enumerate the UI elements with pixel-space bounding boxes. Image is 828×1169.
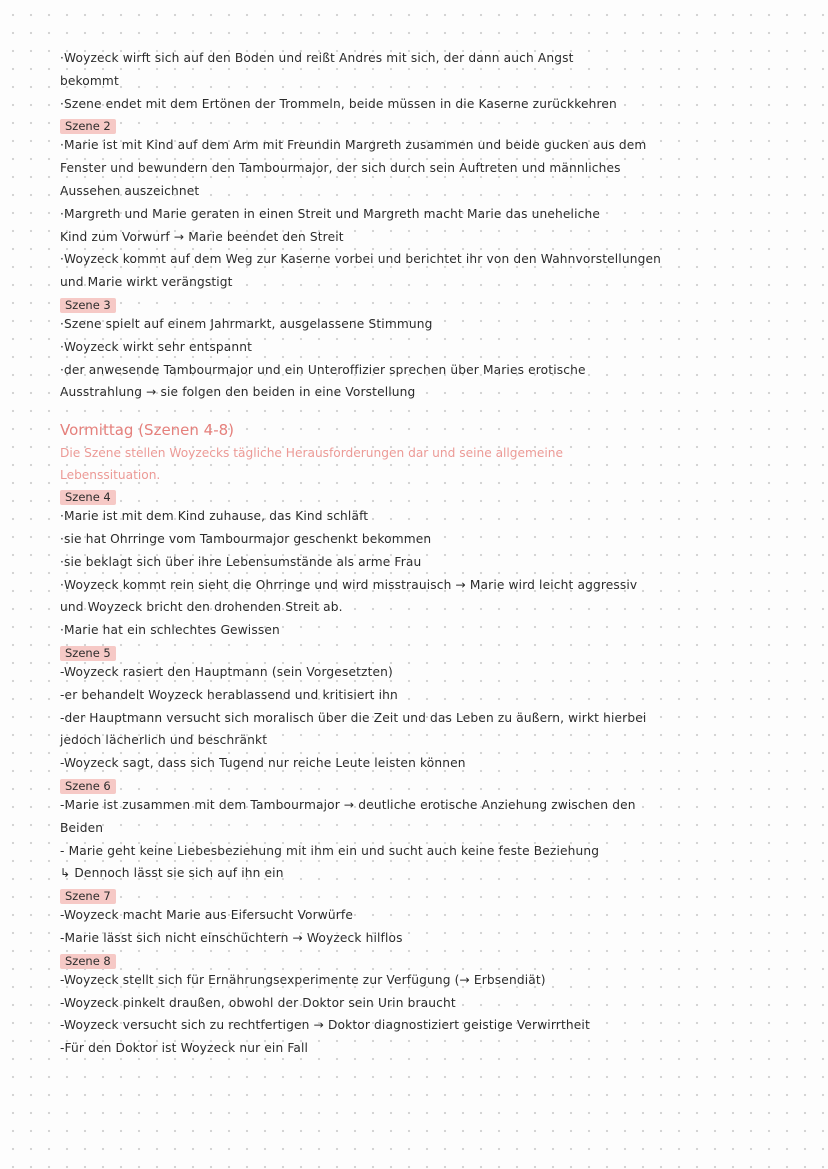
- note-line: -Für den Doktor ist Woyzeck nur ein Fall: [60, 1041, 309, 1056]
- note-line: -Woyzeck macht Marie aus Eifersucht Vorwürfe: [60, 908, 354, 923]
- note-line: ·Margreth und Marie geraten in einen Streit und Margreth macht Marie das uneheliche: [60, 206, 600, 221]
- note-line: ·Woyzeck wirft sich auf den Boden und reißt Andres mit sich, der dann auch Angst: [60, 51, 574, 65]
- note-line: bekommt: [60, 73, 119, 88]
- scene-7-label: Szene 7: [60, 889, 116, 904]
- scene-6-label: Szene 6: [60, 779, 116, 794]
- note-line: ·sie hat Ohrringe vom Tambourmajor geschenkt bekommen: [60, 531, 432, 546]
- note-line: Fenster und bewundern den Tambourmajor, der sich durch sein Auftreten und männliches: [60, 161, 621, 176]
- note-line: und Marie wirkt verängstigt: [60, 275, 233, 290]
- note-line: ·Woyzeck kommt auf dem Weg zur Kaserne vorbei und berichtet ihr von den Wahnvorstellungen: [60, 252, 661, 267]
- scene-8-label: Szene 8: [60, 954, 116, 969]
- note-line: ↳ Dennoch lässt sie sich auf ihn ein: [60, 866, 284, 881]
- note-line: -er behandelt Woyzeck herablassend und kritisiert ihn: [60, 687, 398, 702]
- note-line: -Woyzeck stellt sich für Ernährungsexperimente zur Verfügung (→ Erbsendiät): [60, 972, 546, 987]
- note-line: Kind zum Vorwurf → Marie beendet den Streit: [60, 229, 344, 244]
- note-line: Beiden: [60, 820, 104, 835]
- note-line: - Marie geht keine Liebesbeziehung mit ihm ein und sucht auch keine feste Beziehung: [60, 843, 600, 858]
- note-line: -Woyzeck versucht sich zu rechtfertigen → Doktor diagnostiziert geistige Verwirrtheit: [60, 1018, 590, 1033]
- notes-content: [60, 47, 808, 1060]
- note-line: Ausstrahlung → sie folgen den beiden in eine Vorstellung: [60, 385, 416, 400]
- note-line: ·Woyzeck wirkt sehr entspannt: [60, 339, 253, 354]
- note-line: ·Szene endet mit dem Ertönen der Trommeln, beide müssen in die Kaserne zurückkehren: [60, 96, 617, 111]
- note-line: -Woyzeck sagt, dass sich Tugend nur reiche Leute leisten können: [60, 756, 466, 771]
- note-line: Aussehen auszeichnet: [60, 183, 200, 198]
- section-description: Die Szene stellen Woyzecks tägliche Herausforderungen dar und seine allgemeine: [60, 446, 564, 461]
- note-line: jedoch lächerlich und beschränkt: [60, 733, 268, 748]
- scene-2-label: Szene 2: [60, 119, 116, 134]
- note-line: ·Szene spielt auf einem Jahrmarkt, ausgelassene Stimmung: [60, 316, 433, 331]
- scene-4-label: Szene 4: [60, 490, 116, 505]
- note-line: ·sie beklagt sich über ihre Lebensumstände als arme Frau: [60, 554, 422, 569]
- note-line: ·der anwesende Tambourmajor und ein Unteroffizier sprechen über Maries erotische: [60, 362, 586, 377]
- note-line: -Marie ist zusammen mit dem Tambourmajor → deutliche erotische Anziehung zwischen den: [60, 797, 636, 812]
- note-line: ·Woyzeck kommt rein sieht die Ohrringe und wird misstrauisch → Marie wird leicht aggressiv: [60, 577, 638, 592]
- note-line: -Marie lässt sich nicht einschüchtern → Woyzeck hilflos: [60, 930, 403, 945]
- note-line: -der Hauptmann versucht sich moralisch über die Zeit und das Leben zu äußern, wirkt hierbei: [60, 710, 647, 725]
- note-line: und Woyzeck bricht den drohenden Streit ab.: [60, 600, 343, 615]
- scene-3-label: Szene 3: [60, 298, 116, 313]
- note-line: -Woyzeck rasiert den Hauptmann (sein Vorgesetzten): [60, 664, 393, 679]
- note-line: -Woyzeck pinkelt draußen, obwohl der Doktor sein Urin braucht: [60, 995, 456, 1010]
- note-line: ·Marie ist mit Kind auf dem Arm mit Freundin Margreth zusammen und beide gucken aus dem: [60, 138, 647, 153]
- note-line: ·Marie hat ein schlechtes Gewissen: [60, 623, 280, 638]
- note-line: ·Marie ist mit dem Kind zuhause, das Kind schläft: [60, 509, 369, 524]
- scene-5-label: Szene 5: [60, 646, 116, 661]
- section-description: Lebenssituation.: [60, 468, 161, 483]
- section-title-vormittag: Vormittag (Szenen 4-8): [60, 421, 235, 440]
